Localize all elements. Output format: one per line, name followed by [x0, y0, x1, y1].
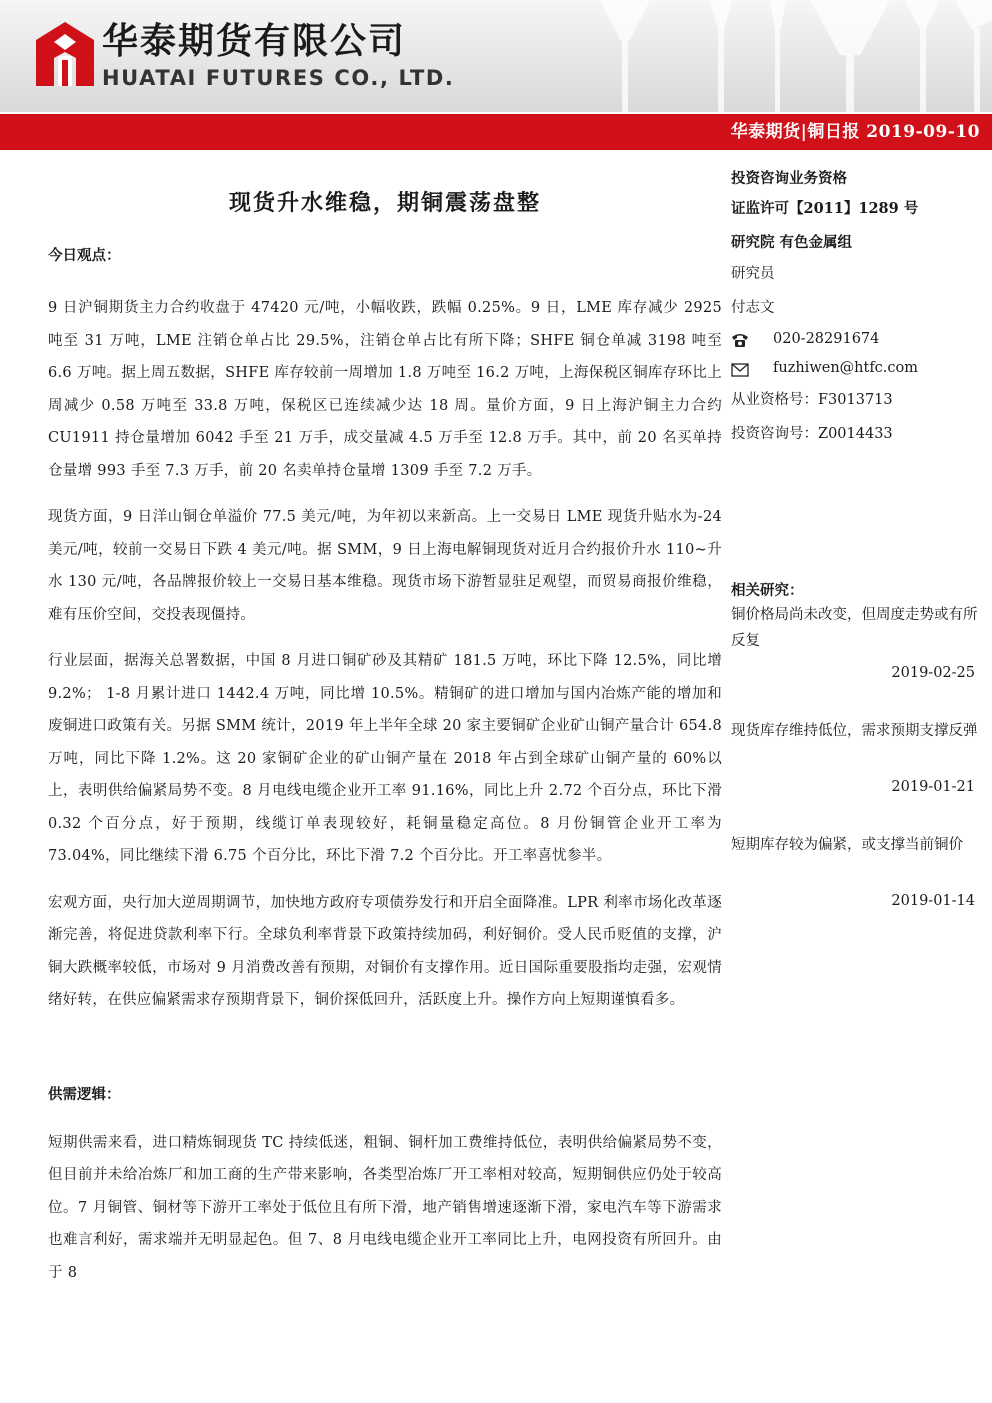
report-type-bar [0, 114, 992, 150]
view-paragraph: 9 日沪铜期货主力合约收盘于 47420 元/吨，小幅收跌，跌幅 0.25%。9 日，LME 库存减少 2925 吨至 31 万吨，LME 注销仓单占比 29.5%，注销仓单占比有所下降；SHFE 铜仓单减 3198 吨至 6.6 万吨。据上周五数据，SHFE 库存较前一周增加 1.8 万吨至 16.2 万吨，上海保税区铜库存环比上周减少 0.58 万吨至 33.8 万吨，保税区已连续减少达 18 周。量价方面，9 日上海沪铜主力合约 CU1911 持仓量增加 6042 手至 21 万手，成交量减 4.5 万手至 12.8 万手。其中，前 20 名买单持仓量增 993 手至 7.3 万手，前 20 名卖单持仓量增 1309 手至 7.2 万手。 [48, 300, 722, 479]
related-item-title[interactable]: 铜价格局尚未改变，但周度走势或有所反复 [731, 607, 978, 649]
report-type-date: 华泰期货|铜日报 2019-09-10 [730, 122, 980, 142]
logic-heading: 供需逻辑： [48, 1085, 121, 1103]
view-paragraph: 行业层面，据海关总署数据，中国 8 月进口铜矿砂及其精矿 181.5 万吨，环比下降 12.5%，同比增 9.2%； 1-8 月累计进口 1442.4 万吨，同比增 10.5%。精铜矿的进口增加与国内冶炼产能的增加和废铜进口政策有关。另据 SMM 统计，2019 年上半年全球 20 家主要铜矿企业矿山铜产量合计 654.8 万吨，同比下降 1.2%。这 20 家铜矿企业的矿山铜产量在 2018 年占到全球矿山铜产量的 60%以上，表明供给偏紧局势不变。8 月电线电缆企业开工率 91.16%，同比上升 2.72 个百分点，环比下滑 0.32 个百分点，好于预期，线缆订单表现较好，耗铜量稳定高位。8 月份铜管企业开工率为 73.04%，同比继续下滑 6.75 个百分比，环比下滑 7.2 个百分比。开工率喜忧参半。 [48, 653, 722, 864]
related-item-date: 2019-01-21 [891, 779, 975, 795]
huatai-logo-icon [36, 22, 94, 86]
related-item-date: 2019-01-14 [891, 893, 975, 909]
view-paragraph: 现货方面，9 日洋山铜仓单溢价 77.5 美元/吨，为年初以来新高。上一交易日 LME 现货升贴水为-24 美元/吨，较前一交易日下跌 4 美元/吨。据 SMM，9 日上海电解铜现货对近月合约报价升水 110~升水 130 元/吨，各品牌报价较上一交易日基本维稳。现货市场下游暂显驻足观望，而贸易商报价维稳，难有压价空间，交投表现僵持。 [48, 509, 722, 623]
cert-qualification: 从业资格号：F3013713 [731, 392, 893, 408]
main-content [48, 246, 722, 1289]
logic-paragraph: 短期供需来看，进口精炼铜现货 TC 持续低迷，粗铜、铜杆加工费维持低位，表明供给偏紧局势不变，但目前并未给冶炼厂和加工商的生产带来影响，各类型冶炼厂开工率相对较高，短期铜供应仍处于较高位。7 月铜管、铜材等下游开工率处于低位且有所下滑，地产销售增速逐渐下滑，家电汽车等下游需求也难言利好，需求端并无明显起色。但 7、8 月电线电缆企业开工率同比上升，电网投资有所回升。由于 8 [48, 1134, 722, 1281]
mail-icon [731, 362, 749, 378]
analyst-role: 研究员 [731, 266, 775, 282]
phone-number: 020-28291674 [773, 331, 880, 347]
report-header [0, 0, 992, 112]
view-heading: 今日观点： [48, 247, 121, 264]
license-number: 证监许可【2011】1289 号 [731, 200, 919, 217]
cert-consulting: 投资咨询号：Z0014433 [731, 426, 893, 442]
qualification-title: 投资咨询业务资格 [731, 170, 847, 187]
related-item-title[interactable]: 短期库存较为偏紧，或支撑当前铜价 [731, 837, 963, 853]
department: 研究院 有色金属组 [731, 234, 853, 251]
related-item-date: 2019-02-25 [891, 665, 975, 681]
email-address: fuzhiwen@htfc.com [773, 360, 919, 376]
analyst-name: 付志文 [731, 300, 775, 316]
company-name-en: HUATAI FUTURES CO., LTD. [102, 66, 455, 90]
related-item-title[interactable]: 现货库存维持低位，需求预期支撑反弹 [731, 723, 978, 739]
header-decoration [560, 0, 992, 112]
company-name-cn: 华泰期货有限公司 [102, 21, 407, 62]
report-title: 现货升水维稳，期铜震荡盘整 [228, 190, 541, 216]
phone-icon [731, 332, 749, 348]
related-heading: 相关研究： [731, 582, 804, 599]
view-paragraph: 宏观方面，央行加大逆周期调节，加快地方政府专项债券发行和开启全面降准。LPR 利率市场化改革逐渐完善，将促进贷款利率下行。全球负利率背景下政策持续加码，利好铜价。受人民币贬值的支撑，沪铜大跌概率较低，市场对 9 月消费改善有预期，对铜价有支撑作用。近日国际重要股指均走强，宏观情绪好转，在供应偏紧需求存预期背景下，铜价探低回升，活跃度上升。操作方向上短期谨慎看多。 [48, 894, 722, 1008]
